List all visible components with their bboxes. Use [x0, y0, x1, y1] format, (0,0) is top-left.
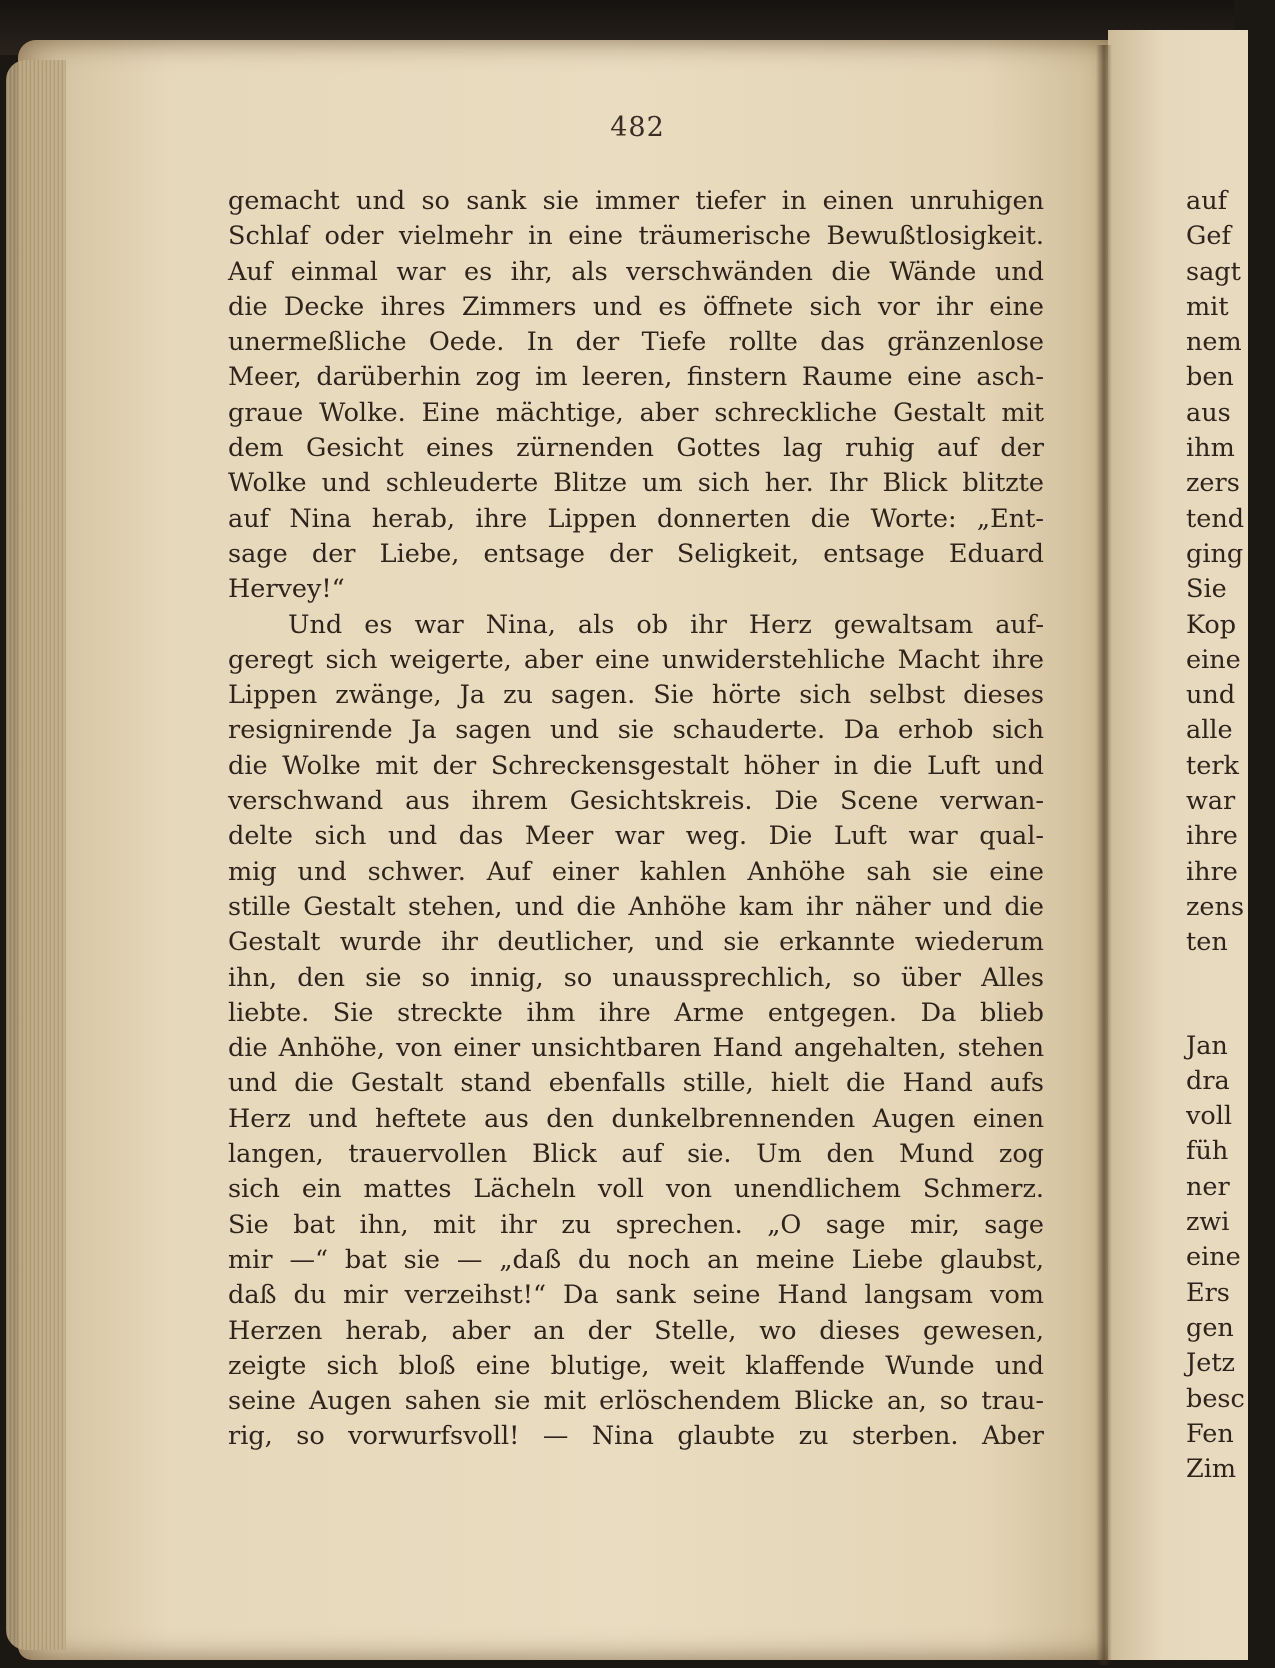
- facing-fragment: Sie: [1186, 574, 1227, 605]
- facing-fragment: nem: [1186, 327, 1242, 358]
- text-line: mig und schwer. Auf einer kahlen Anhöhe sah sie eine: [228, 856, 1044, 887]
- text-line: verschwand aus ihrem Gesichtskreis. Die Scene verwan-: [228, 786, 1044, 817]
- text-line: langen, trauervollen Blick auf sie. Um den Mund zog: [228, 1139, 1044, 1170]
- facing-fragment: tend: [1186, 503, 1245, 534]
- text-line: zeigte sich bloß eine blutige, weit klaffende Wunde und: [228, 1350, 1044, 1381]
- facing-fragment: eine: [1186, 644, 1241, 675]
- facing-fragment: war: [1186, 786, 1236, 817]
- text-line: Gestalt wurde ihr deutlicher, und sie erkannte wiederum: [228, 927, 1044, 958]
- facing-fragment: alle: [1186, 715, 1233, 746]
- facing-fragment: ner: [1186, 1171, 1230, 1202]
- text-line: Auf einmal war es ihr, als verschwänden die Wände und: [228, 256, 1044, 287]
- text-line: rig, so vorwurfsvoll! — Nina glaubte zu sterben. Aber: [228, 1421, 1044, 1452]
- facing-fragment: Ers: [1186, 1277, 1230, 1308]
- facing-fragment: sagt: [1186, 256, 1241, 287]
- facing-fragment: zens: [1186, 891, 1245, 922]
- text-line: gemacht und so sank sie immer tiefer in einen unruhigen: [228, 186, 1044, 216]
- text-line: Wolke und schleuderte Blitze um sich her. Ihr Blick blitzte: [228, 468, 1044, 499]
- facing-fragment: dra: [1186, 1065, 1230, 1096]
- facing-fragment: ten: [1186, 927, 1228, 958]
- facing-fragment: auf: [1186, 186, 1228, 216]
- facing-fragment: Jetz: [1186, 1348, 1235, 1379]
- facing-fragment: und: [1186, 680, 1236, 711]
- text-line: Lippen zwänge, Ja zu sagen. Sie hörte sich selbst dieses: [228, 680, 1044, 711]
- text-line: stille Gestalt stehen, und die Anhöhe kam ihr näher und die: [228, 891, 1044, 922]
- text-line: unermeßliche Oede. In der Tiefe rollte das gränzenlose: [228, 327, 1044, 358]
- text-line: und die Gestalt stand ebenfalls stille, hielt die Hand aufs: [228, 1068, 1044, 1099]
- facing-fragment: besc: [1186, 1383, 1245, 1414]
- text-line: die Anhöhe, von einer unsichtbaren Hand angehalten, stehen: [228, 1033, 1044, 1064]
- text-line: mir —“ bat sie — „daß du noch an meine Liebe glaubst,: [228, 1244, 1044, 1275]
- book-gutter: [1096, 45, 1112, 1665]
- text-line: geregt sich weigerte, aber eine unwiderstehliche Macht ihre: [228, 644, 1044, 675]
- facing-fragment: ben: [1186, 362, 1234, 393]
- facing-fragment: Zim: [1186, 1454, 1237, 1485]
- facing-fragment: Jan: [1186, 1030, 1228, 1061]
- facing-fragment: zers: [1186, 468, 1240, 499]
- text-line: die Decke ihres Zimmers und es öffnete sich vor ihr eine: [228, 291, 1044, 322]
- text-line: Herz und heftete aus den dunkelbrennenden Augen einen: [228, 1103, 1044, 1134]
- page-number: 482: [610, 112, 665, 143]
- facing-fragment: ihre: [1186, 821, 1238, 852]
- facing-fragment: voll: [1186, 1101, 1233, 1132]
- facing-fragment: Gef: [1186, 221, 1231, 252]
- text-line: Schlaf oder vielmehr in eine träumerische Bewußtlosigkeit.: [228, 221, 1044, 252]
- text-line: daß du mir verzeihst!“ Da sank seine Hand langsam vom: [228, 1280, 1044, 1311]
- text-line: dem Gesicht eines zürnenden Gottes lag ruhig auf der: [228, 433, 1044, 464]
- text-line: sage der Liebe, entsage der Seligkeit, entsage Eduard: [228, 538, 1044, 569]
- text-line: Sie bat ihn, mit ihr zu sprechen. „O sage mir, sage: [228, 1209, 1044, 1240]
- facing-fragment: ihre: [1186, 856, 1238, 887]
- facing-fragment: ihm: [1186, 433, 1235, 464]
- paragraph-gap: [1186, 961, 1246, 1029]
- facing-fragment: Fen: [1186, 1418, 1234, 1449]
- facing-fragment: gen: [1186, 1312, 1234, 1343]
- facing-fragment: terk: [1186, 750, 1239, 781]
- text-line: graue Wolke. Eine mächtige, aber schreckliche Gestalt mit: [228, 397, 1044, 428]
- text-line: auf Nina herab, ihre Lippen donnerten die Worte: „Ent-: [228, 503, 1044, 534]
- text-line: Herzen herab, aber an der Stelle, wo dieses gewesen,: [228, 1315, 1044, 1346]
- text-line: seine Augen sahen sie mit erlöschendem Blicke an, so trau-: [228, 1386, 1044, 1417]
- text-line: ihn, den sie so innig, so unaussprechlich, so über Alles: [228, 962, 1044, 993]
- text-line: resignirende Ja sagen und sie schauderte. Da erhob sich: [228, 715, 1044, 746]
- facing-fragment: aus: [1186, 397, 1231, 428]
- page-edges: [6, 60, 66, 1650]
- facing-fragment: Kop: [1186, 609, 1237, 640]
- text-line: die Wolke mit der Schreckensgestalt höher in die Luft und: [228, 750, 1044, 781]
- text-line: Und es war Nina, als ob ihr Herz gewaltsam auf-: [288, 609, 1044, 640]
- text-line: sich ein mattes Lächeln voll von unendlichem Schmerz.: [228, 1174, 1044, 1205]
- facing-fragment: zwi: [1186, 1207, 1230, 1238]
- text-line: Meer, darüberhin zog im leeren, finstern Raume eine asch-: [228, 362, 1044, 393]
- facing-fragment: ging: [1186, 538, 1244, 569]
- facing-fragment: mit: [1186, 291, 1229, 322]
- text-line: Hervey!“: [228, 574, 345, 605]
- facing-page-text: [1186, 184, 1246, 1487]
- facing-fragment: füh: [1186, 1136, 1229, 1167]
- body-text: [228, 184, 1044, 1455]
- text-line: liebte. Sie streckte ihm ihre Arme entgegen. Da blieb: [228, 997, 1044, 1028]
- text-line: delte sich und das Meer war weg. Die Luft war qual-: [228, 821, 1044, 852]
- facing-fragment: eine: [1186, 1242, 1241, 1273]
